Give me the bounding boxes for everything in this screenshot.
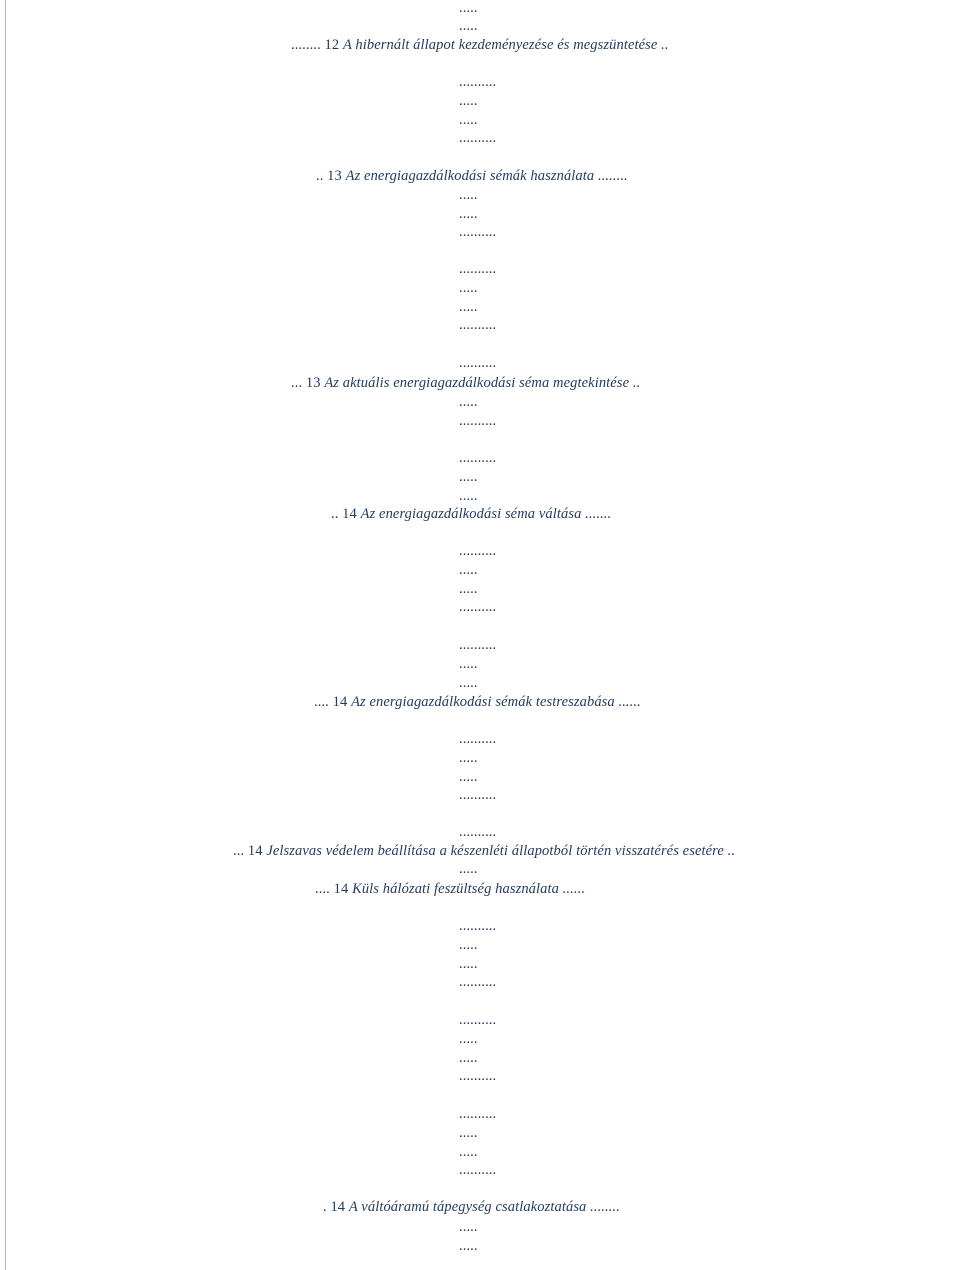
toc-leader-dots — [459, 636, 496, 655]
toc-leader: .......... — [459, 413, 497, 429]
toc-leader: ..... — [459, 0, 478, 16]
toc-leader-dots — [459, 542, 496, 561]
toc-leader-dots — [459, 674, 478, 693]
toc-leader-dots — [459, 468, 478, 487]
toc-leader: .......... — [459, 1068, 497, 1084]
toc-entry-title: Jelszavas védelem beállítása a készenléti állapotból történ visszatérés esetére .. — [266, 843, 736, 859]
toc-leader: .......... — [459, 824, 497, 840]
toc-leader: .......... — [459, 450, 497, 466]
toc-leader-dots — [459, 205, 478, 224]
toc-leader-dots — [459, 92, 478, 111]
toc-entry[interactable] — [291, 374, 640, 393]
toc-entry-title: Az energiagazdálkodási sémák testreszabása ...... — [351, 694, 641, 710]
toc-leader-dots — [459, 768, 478, 787]
toc-leader: ..... — [459, 112, 478, 128]
toc-leader: ..... — [459, 394, 478, 410]
toc-leader-dots — [459, 1030, 478, 1049]
toc-entry[interactable] — [291, 36, 669, 55]
toc-leader-dots — [459, 393, 478, 412]
toc-leader: .......... — [459, 355, 497, 371]
toc-entry[interactable] — [233, 842, 735, 861]
toc-leader: ..... — [459, 187, 478, 203]
toc-leader-dots — [459, 111, 478, 130]
toc-leader: ..... — [459, 562, 478, 578]
toc-leader-dots — [459, 17, 478, 36]
toc-leader: .......... — [459, 1106, 497, 1122]
toc-entry[interactable] — [323, 1198, 620, 1217]
toc-leader-dots — [459, 1124, 478, 1143]
toc-leader: ..... — [459, 1031, 478, 1047]
toc-leader: .... 14 — [314, 694, 348, 710]
toc-leader: ..... — [459, 18, 478, 34]
toc-leader: ..... — [459, 1219, 478, 1235]
toc-leader-dots — [459, 73, 496, 92]
toc-leader-dots — [459, 0, 478, 18]
toc-leader-dots — [459, 936, 478, 955]
toc-leader: ..... — [459, 656, 478, 672]
toc-leader: .......... — [459, 974, 497, 990]
toc-leader: ..... — [459, 1144, 478, 1160]
toc-leader: ..... — [459, 488, 478, 504]
toc-leader: ... 13 — [291, 375, 321, 391]
toc-leader-dots — [459, 1105, 496, 1124]
toc-leader: ..... — [459, 675, 478, 691]
toc-entry-title: A váltóáramú tápegység csatlakoztatása ........ — [348, 1199, 620, 1215]
toc-entry[interactable] — [316, 167, 628, 186]
toc-leader-dots — [459, 1049, 478, 1068]
toc-leader-dots — [459, 598, 496, 617]
toc-leader: . 14 — [323, 1199, 346, 1215]
toc-leader-dots — [459, 786, 496, 805]
toc-leader: ........ 12 — [291, 37, 340, 53]
toc-leader-dots — [459, 917, 496, 936]
toc-leader-dots — [459, 1237, 478, 1256]
toc-leader: .......... — [459, 787, 497, 803]
toc-leader-dots — [459, 860, 478, 879]
toc-leader: .......... — [459, 918, 497, 934]
toc-leader: .. 14 — [331, 506, 357, 522]
toc-leader: ..... — [459, 861, 478, 877]
toc-leader-dots — [459, 1067, 496, 1086]
toc-leader: ..... — [459, 93, 478, 109]
toc-leader-dots — [459, 1143, 478, 1162]
toc-entry-title: Az aktuális energiagazdálkodási séma megtekintése .. — [324, 375, 641, 391]
toc-leader: .......... — [459, 543, 497, 559]
toc-leader-dots — [459, 561, 478, 580]
toc-leader: ..... — [459, 581, 478, 597]
toc-leader-dots — [459, 580, 478, 599]
toc-entry-title: Az energiagazdálkodási sémák használata ........ — [345, 168, 628, 184]
toc-leader-dots — [459, 1011, 496, 1030]
toc-entry-title: A hibernált állapot kezdeményezése és megszüntetése .. — [342, 37, 669, 53]
toc-leader-dots — [459, 823, 496, 842]
toc-leader-dots — [459, 186, 478, 205]
toc-leader-dots — [459, 487, 478, 506]
toc-leader: ..... — [459, 206, 478, 222]
toc-leader: .......... — [459, 599, 497, 615]
toc-leader: ..... — [459, 299, 478, 315]
toc-leader-dots — [459, 412, 496, 431]
toc-leader: .... 14 — [315, 881, 349, 897]
toc-leader: ..... — [459, 937, 478, 953]
toc-leader: .......... — [459, 74, 497, 90]
toc-leader: .......... — [459, 731, 497, 747]
toc-entry[interactable] — [331, 505, 611, 524]
toc-leader: ..... — [459, 769, 478, 785]
toc-leader-dots — [459, 316, 496, 335]
toc-leader-dots — [459, 449, 496, 468]
toc-leader: .. 13 — [316, 168, 342, 184]
toc-leader-dots — [459, 298, 478, 317]
toc-entry-title: Küls hálózati feszültség használata ...... — [352, 881, 586, 897]
toc-leader: ..... — [459, 1050, 478, 1066]
toc-leader-dots — [459, 260, 496, 279]
toc-leader: ..... — [459, 956, 478, 972]
toc-leader: .......... — [459, 317, 497, 333]
toc-entry[interactable] — [314, 693, 641, 712]
toc-leader-dots — [459, 354, 496, 373]
toc-leader-dots — [459, 279, 478, 298]
toc-leader-dots — [459, 129, 496, 148]
toc-leader: .......... — [459, 1012, 497, 1028]
toc-leader-dots — [459, 1218, 478, 1237]
toc-leader: ..... — [459, 280, 478, 296]
toc-leader: .......... — [459, 261, 497, 277]
toc-entry-title: Az energiagazdálkodási séma váltása ....... — [360, 506, 612, 522]
toc-leader: ..... — [459, 750, 478, 766]
toc-leader-dots — [459, 730, 496, 749]
toc-leader-dots — [459, 955, 478, 974]
toc-leader: ..... — [459, 469, 478, 485]
toc-leader-dots — [459, 223, 496, 242]
toc-leader-dots — [459, 749, 478, 768]
toc-entry[interactable] — [315, 880, 585, 899]
toc-leader: .......... — [459, 130, 497, 146]
toc-leader-dots — [459, 655, 478, 674]
toc-leader: ..... — [459, 1125, 478, 1141]
toc-leader: .......... — [459, 224, 497, 240]
toc-leader-dots — [459, 1161, 496, 1180]
toc-leader: .......... — [459, 637, 497, 653]
toc-leader: .......... — [459, 1162, 497, 1178]
toc-leader: ... 14 — [233, 843, 263, 859]
toc-leader: ..... — [459, 1238, 478, 1254]
toc-leader-dots — [459, 973, 496, 992]
